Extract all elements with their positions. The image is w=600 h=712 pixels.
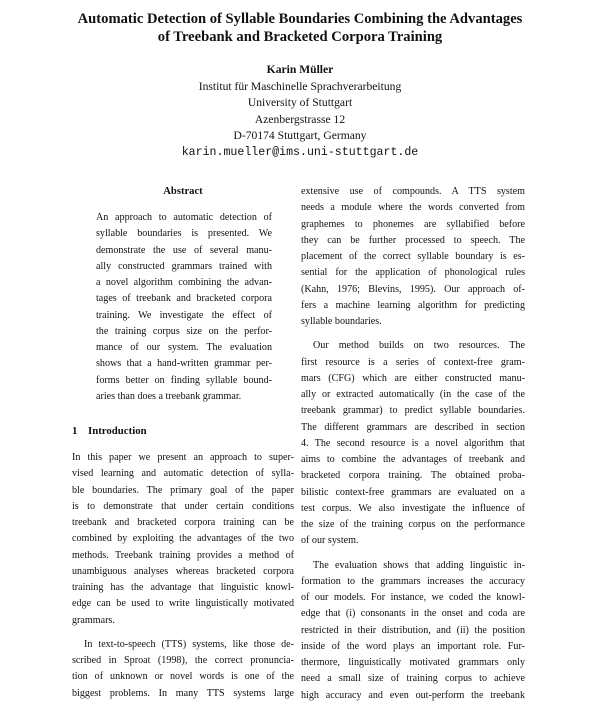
text-line: The evaluation shows that adding linguistic in- [313,559,525,571]
text-line: treebank grammar) to predict syllable boundaries. [301,405,525,417]
right-column [301,184,525,712]
text-line: Our method builds on two resources. The [313,340,525,352]
text-line: inside of the word plays an important role. Fur- [301,640,525,652]
right-paragraph-2 [301,338,525,549]
author-institute: Institut für Maschinelle Sprachverarbeitung [198,79,402,93]
text-line: needs a module where the words converted from [301,202,525,214]
text-line: biggest problems. In many TTS systems large [72,687,294,699]
title-line: Automatic Detection of Syllable Boundaries Combining the Advantages [77,11,523,27]
text-line: ble boundaries. The primary goal of the paper [72,484,294,496]
section-number: 1 [72,425,78,437]
text-line: (Kahn, 1976; Blevins, 1995). Our approach of- [301,283,525,295]
title-line: of Treebank and Bracketed Corpora Training [157,29,443,45]
text-line: vised learning and automatic detection of sylla- [72,468,294,480]
text-line: fers a machine learning algorithm for predicting [301,299,525,311]
text-line: formation to the grammars increases the accuracy [301,575,525,587]
section-title: Introduction [88,425,147,437]
text-line: need a small size of training corpus to achieve [301,673,525,685]
text-line: graphemes to phonemes are syllabified before [301,218,525,230]
text-line: of our system. [301,535,359,547]
text-line: training. We investigate the effect of [96,309,272,321]
text-line: shows that a hand-written grammar per- [96,358,272,370]
text-line: extensive use of compounds. A TTS system [301,186,525,197]
left-column [72,184,294,710]
text-line: test corpus. We also investigate the influence of [301,502,525,514]
text-line: edge can be used to write linguistically motivated [72,598,294,610]
text-line: high accuracy and even out-perform the treebank [301,689,525,701]
text-line: grammars. [72,614,115,626]
text-line: scribed in Sproat (1998), the correct pronuncia- [72,655,294,666]
text-line: syllable boundaries. [301,316,382,327]
text-line: aries than does a treebank grammar. [96,390,242,402]
text-line: ally or extracted automatically (in the case of the [301,389,525,400]
text-line: first resource is a series of context-free gram- [301,356,525,368]
author-street: Azenbergstrasse 12 [254,112,346,126]
text-line: bilistic context-free grammars are evaluated on a [301,486,525,498]
right-paragraph-3 [301,558,525,704]
paper-title [40,10,560,46]
abstract-text [96,210,272,405]
text-line: mars (CFG) which are either constructed manu- [301,372,525,384]
text-line: mance of our system. The evaluation [96,342,272,353]
text-line: restricted in their distribution, and (ii) the position [301,624,525,636]
text-line: training has the advantage that linguistic knowl- [72,582,294,593]
text-line: aims to combine the advantages of treebank and [301,454,525,465]
text-line: tages of treebank and bracketed corpora [96,293,272,305]
text-line: combined by exploiting the advantages of the two [72,533,294,545]
right-paragraph-1 [301,184,525,330]
text-line: bracketed corpora training. The obtained proba- [301,470,525,482]
author-city: D-70174 Stuttgart, Germany [233,129,367,142]
text-line: forms better on finding syllable bound- [96,374,272,386]
text-line: methods. Treebank training provides a method of [72,549,294,561]
text-line: they can be further processed to speech. The [301,234,525,246]
author-university: University of Stuttgart [247,96,353,109]
text-line: An approach to automatic detection of [96,212,272,223]
text-line: placement of the correct syllable boundary is es- [301,251,525,262]
text-line: ally constructed grammars trained with [96,260,272,272]
text-line: In text-to-speech (TTS) systems, like those de- [84,638,294,650]
text-line: In this paper we present an approach to super- [72,452,294,463]
abstract-heading: Abstract [163,186,203,197]
text-line: tion of unknown or novel words is one of the [72,671,294,683]
author-email: karin.mueller@ims.uni-stuttgart.de [181,145,419,159]
text-line: 4. The second resource is a novel algorithm that [301,437,525,449]
text-line: of our models. For instance, we coded the knowl- [301,592,525,603]
author-name: Karin Müller [266,63,334,76]
text-line: edge that (i) consonants in the onset and coda are [301,608,525,620]
text-line: sential for the application of phonological rules [301,267,525,279]
text-line: a novel algorithm combining the advan- [96,277,272,288]
author-block [100,62,500,161]
text-line: demonstrate the use of several manu- [96,244,272,256]
section-heading-introduction [72,423,294,439]
text-line: thermore, linguistically motivated grammars only [301,657,525,668]
text-line: treebank and bracketed corpora training can be [72,517,294,528]
text-line: syllable boundaries is presented. We [96,228,272,240]
text-line: unambiguous analyses whereas bracketed corpora [72,565,294,577]
intro-paragraph-2 [72,637,294,702]
text-line: the training corpus size on the perfor- [96,325,272,337]
text-line: The different grammars are described in section [301,421,525,433]
text-line: is to demonstrate that under certain conditions [72,500,294,512]
text-line: the size of the training corpus on the performance [301,519,525,530]
intro-paragraph-1 [72,450,294,629]
